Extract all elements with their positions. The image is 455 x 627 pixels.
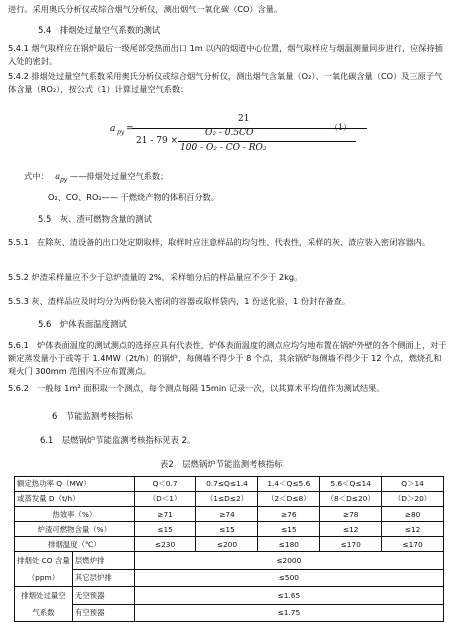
header-col-3-b: （2＜D≤8） (258, 492, 320, 507)
para-5-5-2: 5.5.2 炉渣采样量应不少于总炉渣量的 2%，采样缩分后的样品量应不少于 2kg。 (8, 272, 303, 282)
section-5-4-title: 5.4 排烟处过量空气系数的测试 (38, 25, 161, 35)
table-cell: ≥71 (134, 507, 196, 522)
para-5-4-1: 5.4.1 烟气取样应在锅炉最后一级尾部受热面出口 1m 以内的烟道中心位置，烟气取样应与烟温测量同步进行，应保持插入处的密封。 (8, 43, 443, 66)
air-sub-2: 有空预器 (72, 604, 134, 622)
formula-inner-num: O₂ - 0.5CO (205, 128, 254, 138)
table-cell: ≤15 (258, 522, 320, 537)
header-col-2-b: （1≤D≤2） (196, 492, 258, 507)
table-cell: ≤15 (196, 522, 258, 537)
where-line-1 (24, 170, 168, 187)
air-val-1: ≤1.65 (134, 587, 443, 605)
where-line-2: O₂、CO、RO₂—— 干燃烧产物的体积百分数。 (48, 192, 219, 202)
table-cell: ≤170 (382, 537, 444, 552)
where-prefix: 式中： (24, 171, 49, 181)
header-col-3-a: 1.4＜Q≤5.6 (258, 477, 320, 492)
table-row (15, 507, 444, 522)
header-capacity-a: 额定热功率 Q（MW） (15, 477, 135, 492)
header-col-5-a: Q＞14 (382, 477, 444, 492)
header-col-5-b: （D＞20） (382, 492, 444, 507)
where-desc: ——排烟处过量空气系数； (70, 171, 169, 181)
section-5-6-title: 5.6 炉体表面温度测试 (38, 319, 127, 329)
para-5-6-2: 5.6.2 一般每 1m² 面积取一个测点，每个测点每隔 15min 记录一次，以其算术平均值作为测试结果。 (8, 383, 385, 393)
air-label-a: 排烟处过量空 (21, 591, 66, 600)
formula-inner-bar (178, 141, 356, 142)
table-cell: ≤200 (196, 537, 258, 552)
para-5-5-3: 5.5.3 灰、渣样品应及时均分为两份装入密闭的容器或取样袋内，1 份送化验，1 份封存备查。 (8, 296, 350, 306)
header-capacity-b: 或蒸发量 D（t/h） (15, 492, 135, 507)
table-row (15, 569, 444, 587)
where-symbol: a (55, 171, 61, 181)
header-col-1-b: （D＜1） (134, 492, 196, 507)
indicator-table (14, 476, 444, 622)
air-val-2: ≤1.75 (134, 604, 443, 622)
row-label: 排烟温度（℃） (15, 537, 135, 552)
formula-1 (0, 116, 455, 160)
table-caption: 表2 层燃锅炉节能监测考核指标 (160, 459, 283, 469)
table-cell: ≤12 (320, 522, 382, 537)
para-6-1: 6.1 层燃锅炉节能监测考核指标见表 2。 (40, 435, 196, 445)
air-sub-1: 无空预器 (72, 587, 134, 605)
table-cell: ≥74 (196, 507, 258, 522)
formula-eq: = (126, 124, 134, 134)
co-val-1: ≤2000 (134, 552, 443, 570)
table-row (15, 552, 444, 570)
row-label: 炉渣可燃物含量（%） (15, 522, 135, 537)
para-5-6-1: 5.6.1 炉体表面温度的测试测点的选择应具有代表性，炉体表面温度的测点应均匀地布置在锅炉外壁的各个侧面上，对于额定蒸发量小于或等于 1.4MW（2t/h）的锅炉，每侧墙不得少于 8 个点，其余锅炉每侧墙不得少于 12 个点，燃烧孔和观火门 300mm 范围内不应布置测点。 (8, 340, 447, 376)
co-sub-1: 层燃炉排 (72, 552, 134, 570)
table-cell: ≤180 (258, 537, 320, 552)
table-row (15, 587, 444, 605)
header-col-4-b: （8＜D≤20） (320, 492, 382, 507)
para-5-4-2: 5.4.2 排烟处过量空气系数采用奥氏分析仪或综合烟气分析仪，测出烟气含氧量（O₂）、一氧化碳含量（CO）及三原子气体含量（RO₂），按公式（1）计算过量空气系数： (8, 71, 443, 94)
co-label-b: （ppm） (27, 573, 60, 582)
table-cell: ≤15 (134, 522, 196, 537)
air-label-b: 气系数 (32, 608, 55, 617)
co-val-2: ≤500 (134, 569, 443, 587)
table-cell: ≤12 (382, 522, 444, 537)
table-row (15, 604, 444, 622)
formula-inner-den: 100 - O₂ - CO - RO₂ (180, 143, 267, 153)
table-cell: ≥76 (258, 507, 320, 522)
co-label (15, 552, 73, 587)
co-sub-2: 其它层炉排 (72, 569, 134, 587)
air-label (15, 587, 73, 622)
formula-lhs-sub: py (117, 129, 125, 136)
formula-lhs: a (110, 124, 116, 134)
formula-number: （1） (330, 123, 352, 132)
table-row (15, 522, 444, 537)
row-label: 热效率（%） (15, 507, 135, 522)
formula-den-left: 21 - 79 × (136, 136, 179, 146)
co-label-a: 排烟处 CO 含量 (17, 556, 70, 565)
top-line: 进行。采用奥氏分析仪或综合烟气分析仪，测出烟气一氧化碳（CO）含量。 (8, 4, 283, 14)
table-cell: ≥78 (320, 507, 382, 522)
section-6-title: 6 节能监测考核指标 (52, 411, 133, 421)
where-symbol-sub: py (60, 176, 68, 184)
table-cell: ≤170 (320, 537, 382, 552)
section-5-5-title: 5.5 灰、渣可燃物含量的测试 (38, 214, 152, 224)
formula-numerator: 21 (238, 114, 250, 124)
header-col-4-a: 5.6＜Q≤14 (320, 477, 382, 492)
header-col-1-a: Q＜0.7 (134, 477, 196, 492)
table-cell: ≥80 (382, 507, 444, 522)
header-col-2-a: 0.7≤Q≤1.4 (196, 477, 258, 492)
para-5-5-1: 5.5.1 在除灰、渣设备的出口处定期取样，取样时应注意样品的均匀性、代表性，采样的灰、渣应装入密闭容器内。 (8, 237, 431, 247)
table-row (15, 537, 444, 552)
table-cell: ≤230 (134, 537, 196, 552)
